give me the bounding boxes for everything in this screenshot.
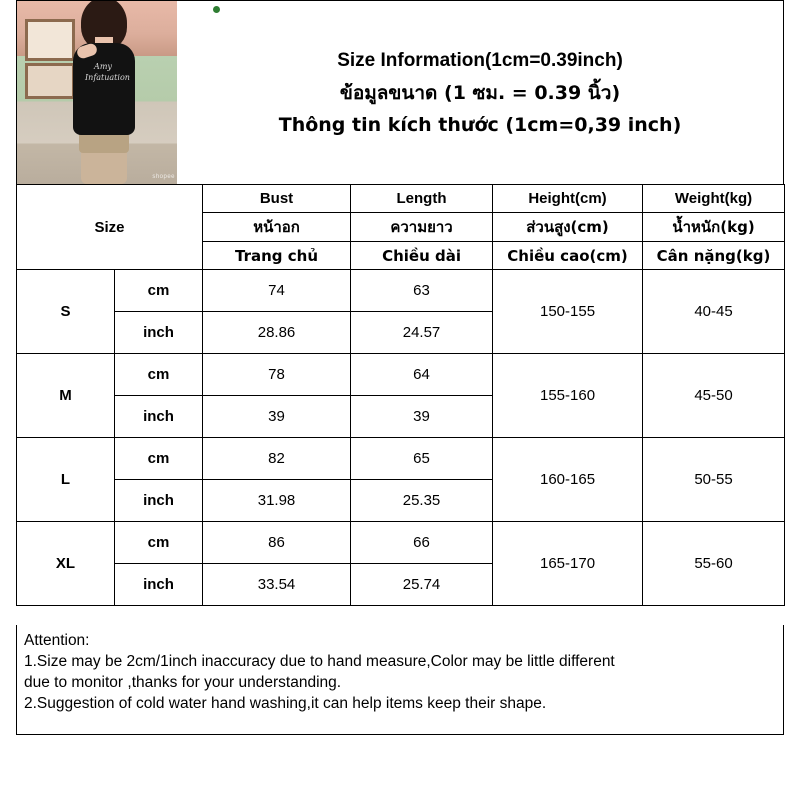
unit-inch: inch	[115, 396, 203, 438]
photo-watermark: shopee	[152, 174, 175, 180]
unit-cm: cm	[115, 438, 203, 480]
unit-inch: inch	[115, 564, 203, 606]
xl-bust-cm: 86	[203, 522, 351, 564]
header-bust-en: Bust	[203, 185, 351, 213]
row-size-xl: XL	[17, 522, 115, 606]
header-height-en: Height(cm)	[493, 185, 643, 213]
shirt-print-text: Amy Infatuation	[85, 62, 130, 82]
attention-line-1: 1.Size may be 2cm/1inch inaccuracy due to hand measure,Color may be little different	[24, 653, 615, 670]
xl-bust-inch: 33.54	[203, 564, 351, 606]
xl-height: 165-170	[493, 522, 643, 606]
xl-length-inch: 25.74	[351, 564, 493, 606]
l-length-cm: 65	[351, 438, 493, 480]
m-height: 155-160	[493, 354, 643, 438]
m-bust-inch: 39	[203, 396, 351, 438]
s-bust-cm: 74	[203, 270, 351, 312]
table-header-row-en	[17, 185, 785, 213]
m-bust-cm: 78	[203, 354, 351, 396]
unit-cm: cm	[115, 354, 203, 396]
title-vietnamese: Thông tin kích thước (1cm=0,39 inch)	[278, 113, 682, 136]
row-size-l: L	[17, 438, 115, 522]
attention-panel	[16, 625, 784, 735]
s-height: 150-155	[493, 270, 643, 354]
table-row	[17, 438, 785, 480]
header-length-th: ความยาว	[351, 213, 493, 242]
header-bust-th: หน้าอก	[203, 213, 351, 242]
row-size-s: S	[17, 270, 115, 354]
header-titles	[177, 1, 783, 184]
xl-length-cm: 66	[351, 522, 493, 564]
model-figure	[63, 1, 143, 184]
l-bust-inch: 31.98	[203, 480, 351, 522]
header-height-vi: Chiều cao(cm)	[493, 242, 643, 270]
row-size-m: M	[17, 354, 115, 438]
header-panel	[16, 0, 784, 185]
unit-cm: cm	[115, 522, 203, 564]
s-length-inch: 24.57	[351, 312, 493, 354]
m-weight: 45-50	[643, 354, 785, 438]
header-size-label: Size	[17, 185, 203, 270]
m-length-cm: 64	[351, 354, 493, 396]
l-bust-cm: 82	[203, 438, 351, 480]
l-height: 160-165	[493, 438, 643, 522]
l-length-inch: 25.35	[351, 480, 493, 522]
s-weight: 40-45	[643, 270, 785, 354]
header-weight-vi: Cân nặng(kg)	[643, 242, 785, 270]
size-table	[16, 184, 785, 606]
attention-heading: Attention:	[24, 632, 90, 649]
header-height-th: ส่วนสูง(cm)	[493, 213, 643, 242]
s-bust-inch: 28.86	[203, 312, 351, 354]
attention-line-2: due to monitor ,thanks for your understanding.	[24, 674, 342, 691]
header-length-vi: Chiều dài	[351, 242, 493, 270]
header-weight-en: Weight(kg)	[643, 185, 785, 213]
header-bust-vi: Trang chủ	[203, 242, 351, 270]
xl-weight: 55-60	[643, 522, 785, 606]
table-row	[17, 354, 785, 396]
table-row	[17, 522, 785, 564]
l-weight: 50-55	[643, 438, 785, 522]
table-row	[17, 270, 785, 312]
unit-inch: inch	[115, 312, 203, 354]
unit-inch: inch	[115, 480, 203, 522]
attention-line-3: 2.Suggestion of cold water hand washing,it can help items keep their shape.	[24, 695, 547, 712]
product-photo	[17, 1, 177, 184]
header-length-en: Length	[351, 185, 493, 213]
title-english: Size Information(1cm=0.39inch)	[337, 49, 623, 71]
title-thai: ข้อมูลขนาด (1 ซม. = 0.39 นิ้ว)	[339, 81, 621, 104]
unit-cm: cm	[115, 270, 203, 312]
header-weight-th: น้ำหนัก(kg)	[643, 213, 785, 242]
s-length-cm: 63	[351, 270, 493, 312]
m-length-inch: 39	[351, 396, 493, 438]
